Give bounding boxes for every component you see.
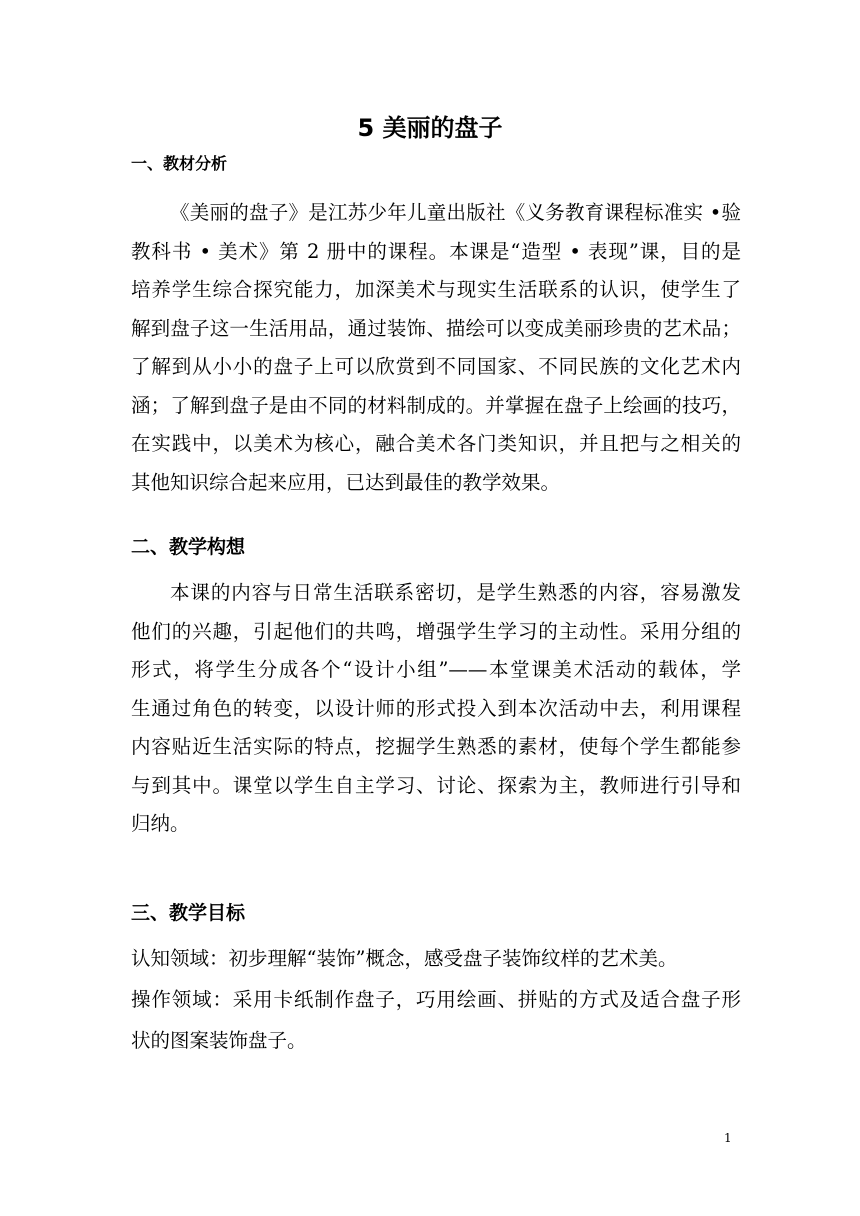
- paragraph-line: 操作领域：采用卡纸制作盘子，巧用绘画、拼贴的方式及适合盘子形: [131, 988, 741, 1011]
- paragraph-line: 其他知识综合起来应用，已达到最佳的教学效果。: [131, 470, 561, 494]
- paragraph-line: 了解到从小小的盘子上可以欣赏到不同国家、不同民族的文化艺术内: [131, 355, 741, 378]
- paragraph-3: [131, 938, 741, 1061]
- section-heading-3: 三、教学目标: [131, 902, 246, 924]
- paragraph-line: 归纳。: [131, 812, 190, 835]
- section-heading-2: 二、教学构想: [131, 536, 246, 558]
- paragraph-line: 形式，将学生分成各个“设计小组”——本堂课美术活动的载体，学: [131, 658, 741, 681]
- paragraph-line: 与到其中。课堂以学生自主学习、讨论、探索为主，教师进行引导和: [131, 773, 741, 797]
- paragraph-2: [131, 574, 741, 844]
- paragraph-line: 涵；了解到盘子是由不同的材料制成的。并掌握在盘子上绘画的技巧，: [131, 393, 741, 417]
- paragraph-line: 在实践中，以美术为核心，融合美术各门类知识，并且把与之相关的: [131, 432, 741, 455]
- paragraph-1: [131, 194, 741, 502]
- paragraph-line: 内容贴近生活实际的特点，挖掘学生熟悉的素材，使每个学生都能参: [131, 735, 741, 758]
- page-number: 1: [724, 1131, 732, 1145]
- paragraph-line: 解到盘子这一生活用品，通过装饰、描绘可以变成美丽珍贵的艺术品；: [131, 316, 741, 340]
- paragraph-line: 生通过角色的转变，以设计师的形式投入到本次活动中去，利用课程: [131, 696, 741, 720]
- paragraph-line: 教科书 • 美术》第 2 册中的课程。本课是“造型 • 表现”课，目的是: [131, 239, 741, 263]
- paragraph-line: 《美丽的盘子》是江苏少年儿童出版社《义务教育课程标准实 •验: [170, 201, 741, 224]
- paragraph-line: 认知领域：初步理解“装饰”概念，感受盘子装饰纹样的艺术美。: [131, 947, 678, 970]
- page-title: 5 美丽的盘子: [357, 114, 503, 142]
- section-heading-1: 一、教材分析: [131, 154, 228, 173]
- paragraph-line: 状的图案装饰盘子。: [131, 1029, 307, 1052]
- paragraph-line: 他们的兴趣，引起他们的共鸣，增强学生学习的主动性。采用分组的: [131, 619, 741, 643]
- paragraph-line: 本课的内容与日常生活联系密切，是学生熟悉的内容，容易激发: [170, 581, 741, 604]
- paragraph-line: 培养学生综合探究能力，加深美术与现实生活联系的认识，使学生了: [131, 278, 741, 301]
